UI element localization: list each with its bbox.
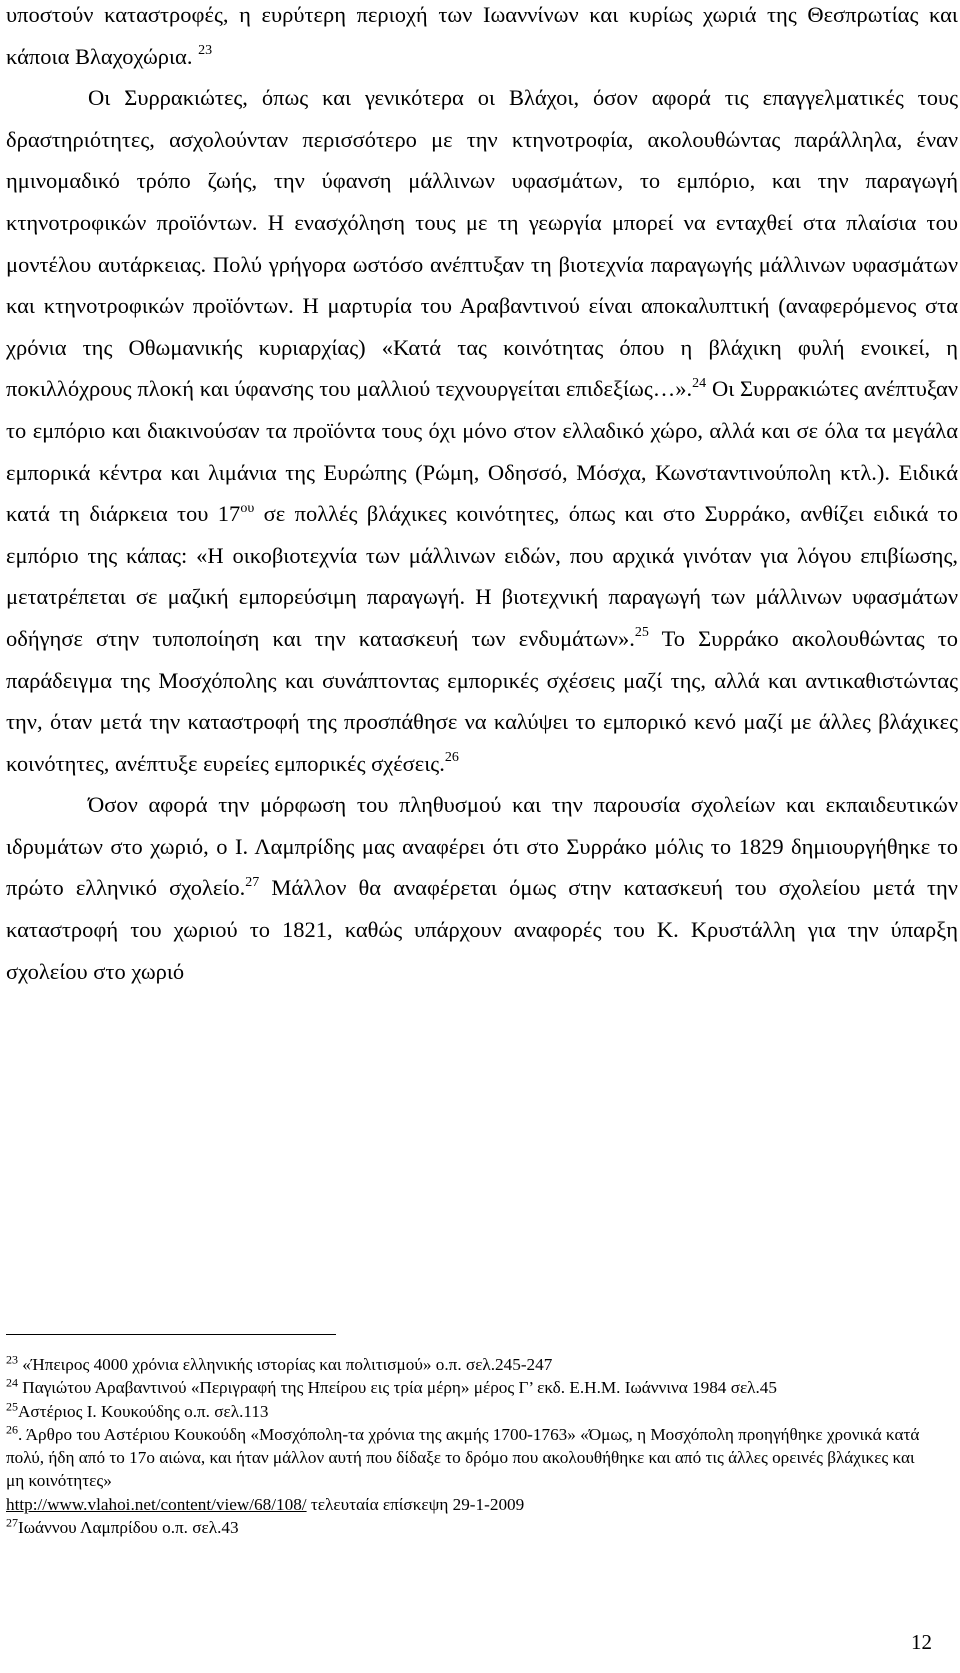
footnote-separator	[6, 1334, 336, 1335]
paragraph-3	[6, 784, 958, 992]
footnote-26	[6, 1423, 936, 1516]
page-number: 12	[911, 1630, 932, 1654]
paragraph-3-text-a: Όσον αφορά την μόρφωση του πληθυσμού και την παρουσία σχολείων και εκπαιδευτικών ιδρυμάτων στο χωριό, ο Ι. Λαμπρίδης μας αναφέρει ότι στο Συρράκο μόλις το 1829 δημιουργήθηκε το πρώτο ελληνικό σχολείο.	[6, 792, 958, 901]
footnote-number: 26	[6, 1422, 18, 1437]
footnote-23	[6, 1353, 936, 1376]
footnote-number: 25	[6, 1398, 18, 1413]
footnote-text: . Άρθρο του Αστέριου Κουκούδη «Μοσχόπολη-τα χρόνια της ακμής 1700-1763» «Όμως, η Μοσχόπολη προηγήθηκε χρονικά κατά πολύ, ήδη από το 17ο αιώνα, και ήταν μάλλον αυτή που δίδαξε το δρόμο που ακολουθήθηκε και από τις άλλες ορεινές βλάχικες και μη κοινότητες»	[6, 1424, 920, 1491]
paragraph-2-text-c: σε πολλές βλάχικες κοινότητες, όπως και στο Συρράκο, ανθίζει ειδικά το εμπόριο της κάπας: «Η οικοβιοτεχνία των μάλλινων ειδών, που αρχικά γινόταν για λόγου επιβίωσης, μετατρέπεται σε μαζική εμπορεύσιμη παραγωγή. Η βιοτεχνική παραγωγή των μάλλινων υφασμάτων οδήγησε στην τυποποίηση και την κατασκευή των ενδυμάτων».	[6, 501, 958, 651]
footnote-27	[6, 1516, 936, 1539]
footnote-number: 24	[6, 1375, 18, 1390]
footnote-25	[6, 1400, 936, 1423]
paragraph-2-text-b: Οι Συρρακιώτες ανέπτυξαν το εμπόριο και διακινούσαν τα προϊόντα τους όχι μόνο στον ελλαδικό χώρο, αλλά και σε όλα τα μεγάλα εμπορικά κέντρα και λιμάνια της Ευρώπης (Ρώμη, Οδησσό, Μόσχα, Κωνσταντινούπολη κτλ.). Ειδικά κατά τη διάρκεια του 17	[6, 376, 959, 527]
footnote-ref-26[interactable]: 26	[444, 750, 459, 766]
paragraph-2	[6, 77, 958, 784]
footnote-ref-23[interactable]: 23	[198, 43, 213, 59]
footnote-link[interactable]: http://www.vlahoi.net/content/view/68/108/	[6, 1494, 307, 1514]
footnote-text: τελευταία επίσκεψη 29-1-2009	[306, 1494, 525, 1514]
footnote-text: Ιωάννου Λαμπρίδου ο.π. σελ.43	[18, 1518, 239, 1538]
footnote-text: Παγιώτου Αραβαντινού «Περιγραφή της Ηπείρου εις τρία μέρη» μέρος Γ’ εκδ. Ε.Η.Μ. Ιωάννινα 1984 σελ.45	[18, 1378, 777, 1398]
footnote-number: 23	[6, 1352, 18, 1367]
paragraph-2-text-a: Οι Συρρακιώτες, όπως και γενικότερα οι Βλάχοι, όσον αφορά τις επαγγελματικές τους δραστηριότητες, ασχολούνταν περισσότερο με την κτηνοτροφία, ακολουθώντας παράλληλα, έναν ημινομαδικό τρόπο ζωής, την ύφανση μάλλινων υφασμάτων, το εμπόριο, και την παραγωγή κτηνοτροφικών προϊόντων. Η ενασχόληση τους με τη γεωργία μπορεί να ενταχθεί στα πλαίσια του μοντέλου αυτάρκειας. Πολύ γρήγορα ωστόσο ανέπτυξαν τη βιοτεχνία παραγωγής μάλλινων υφασμάτων και κτηνοτροφικών προϊόντων. Η μαρτυρία του Αραβαντινού είναι αποκαλυπτική (αναφερόμενος στα χρόνια της Οθωμανικής κυριαρχίας) «Κατά τας κοινότητας όπου η βλάχικη φυλή ενοικεί, η ποκιλλόχρους πλοκή και ύφανσης του μαλλιού τεχνουργείται επιδεξίως…».	[6, 85, 958, 402]
footnote-ref-25[interactable]: 25	[634, 625, 649, 641]
paragraph-3-text-b: Μάλλον θα αναφέρεται όμως στην κατασκευή του σχολείου μετά την καταστροφή του χωριού το 1821, καθώς υπάρχουν αναφορές του Κ. Κρυστάλλη για την ύπαρξη σχολείου στο χωριό	[6, 875, 958, 984]
footnote-text: Αστέριος Ι. Κουκούδης ο.π. σελ.113	[18, 1401, 269, 1421]
footnote-number: 27	[6, 1515, 18, 1530]
footnote-text: «Ήπειρος 4000 χρόνια ελληνικής ιστορίας και πολιτισμού» ο.π. σελ.245-247	[18, 1355, 553, 1374]
ordinal-suffix: ου	[240, 500, 255, 516]
document-page	[6, 0, 958, 992]
footnotes	[6, 1353, 936, 1539]
footnote-24	[6, 1376, 936, 1399]
footnote-ref-24[interactable]: 24	[692, 375, 707, 391]
paragraph-2-text-d: Το Συρράκο ακολουθώντας το παράδειγμα της Μοσχόπολης και συνάπτοντας εμπορικές σχέσεις μαζί της, αλλά και αντικαθιστώντας την, όταν μετά την καταστροφή της προσπάθησε να καλύψει το εμπορικό κενό μαζί με άλλες βλάχικες κοινότητες, ανέπτυξε ευρείες εμπορικές σχέσεις.	[6, 625, 958, 776]
footnote-ref-27[interactable]: 27	[245, 874, 260, 890]
paragraph-1	[6, 0, 958, 77]
paragraph-1-text: υποστούν καταστροφές, η ευρύτερη περιοχή των Ιωαννίνων και κυρίως χωριά της Θεσπρωτίας και κάποια Βλαχοχώρια.	[6, 2, 958, 69]
